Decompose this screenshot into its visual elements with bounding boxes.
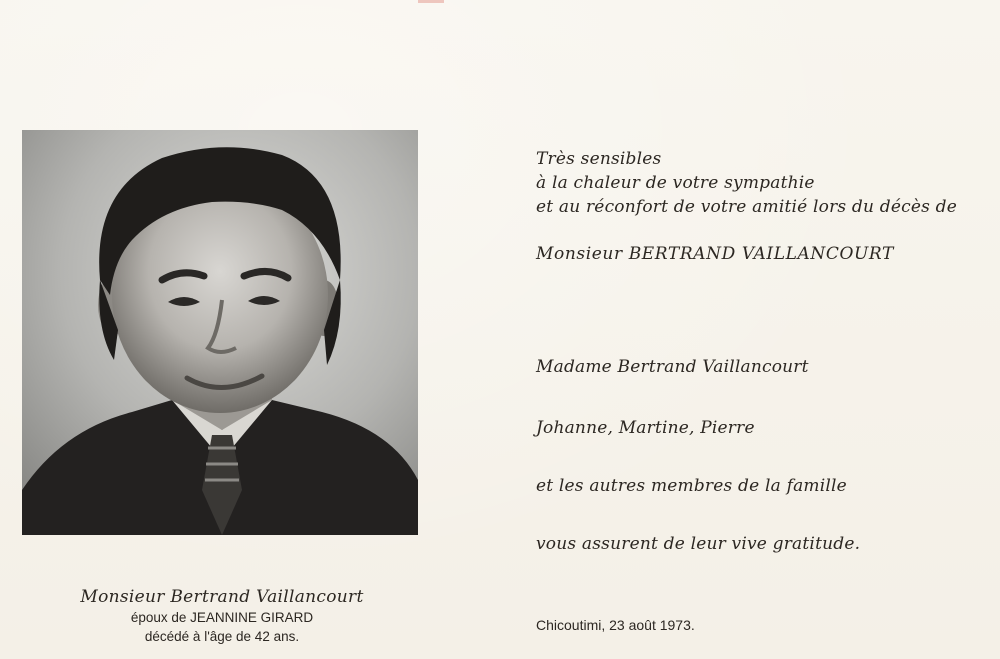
deceased-name: Monsieur BERTRAND VAILLANCOURT	[536, 244, 894, 264]
portrait-photo	[22, 130, 418, 535]
caption-age: décédé à l'âge de 42 ans.	[144, 629, 300, 644]
caption-name: Monsieur Bertrand Vaillancourt	[80, 587, 364, 607]
widow-name: Madame Bertrand Vaillancourt	[536, 357, 809, 377]
family-line: et les autres membres de la famille	[536, 476, 847, 496]
children-names: Johanne, Martine, Pierre	[536, 418, 755, 438]
intro-line: à la chaleur de votre sympathie	[536, 173, 815, 193]
intro-line: Très sensibles	[536, 149, 662, 169]
caption-spouse: époux de JEANNINE GIRARD	[130, 610, 314, 625]
gratitude-line: vous assurent de leur vive gratitude.	[536, 534, 861, 554]
intro-message	[536, 147, 957, 219]
portrait-illustration	[22, 130, 418, 535]
photo-caption	[22, 586, 422, 646]
top-edge-mark	[418, 0, 444, 3]
intro-line: et au réconfort de votre amitié lors du décès de	[536, 197, 957, 217]
place-date: Chicoutimi, 23 août 1973.	[536, 617, 695, 633]
